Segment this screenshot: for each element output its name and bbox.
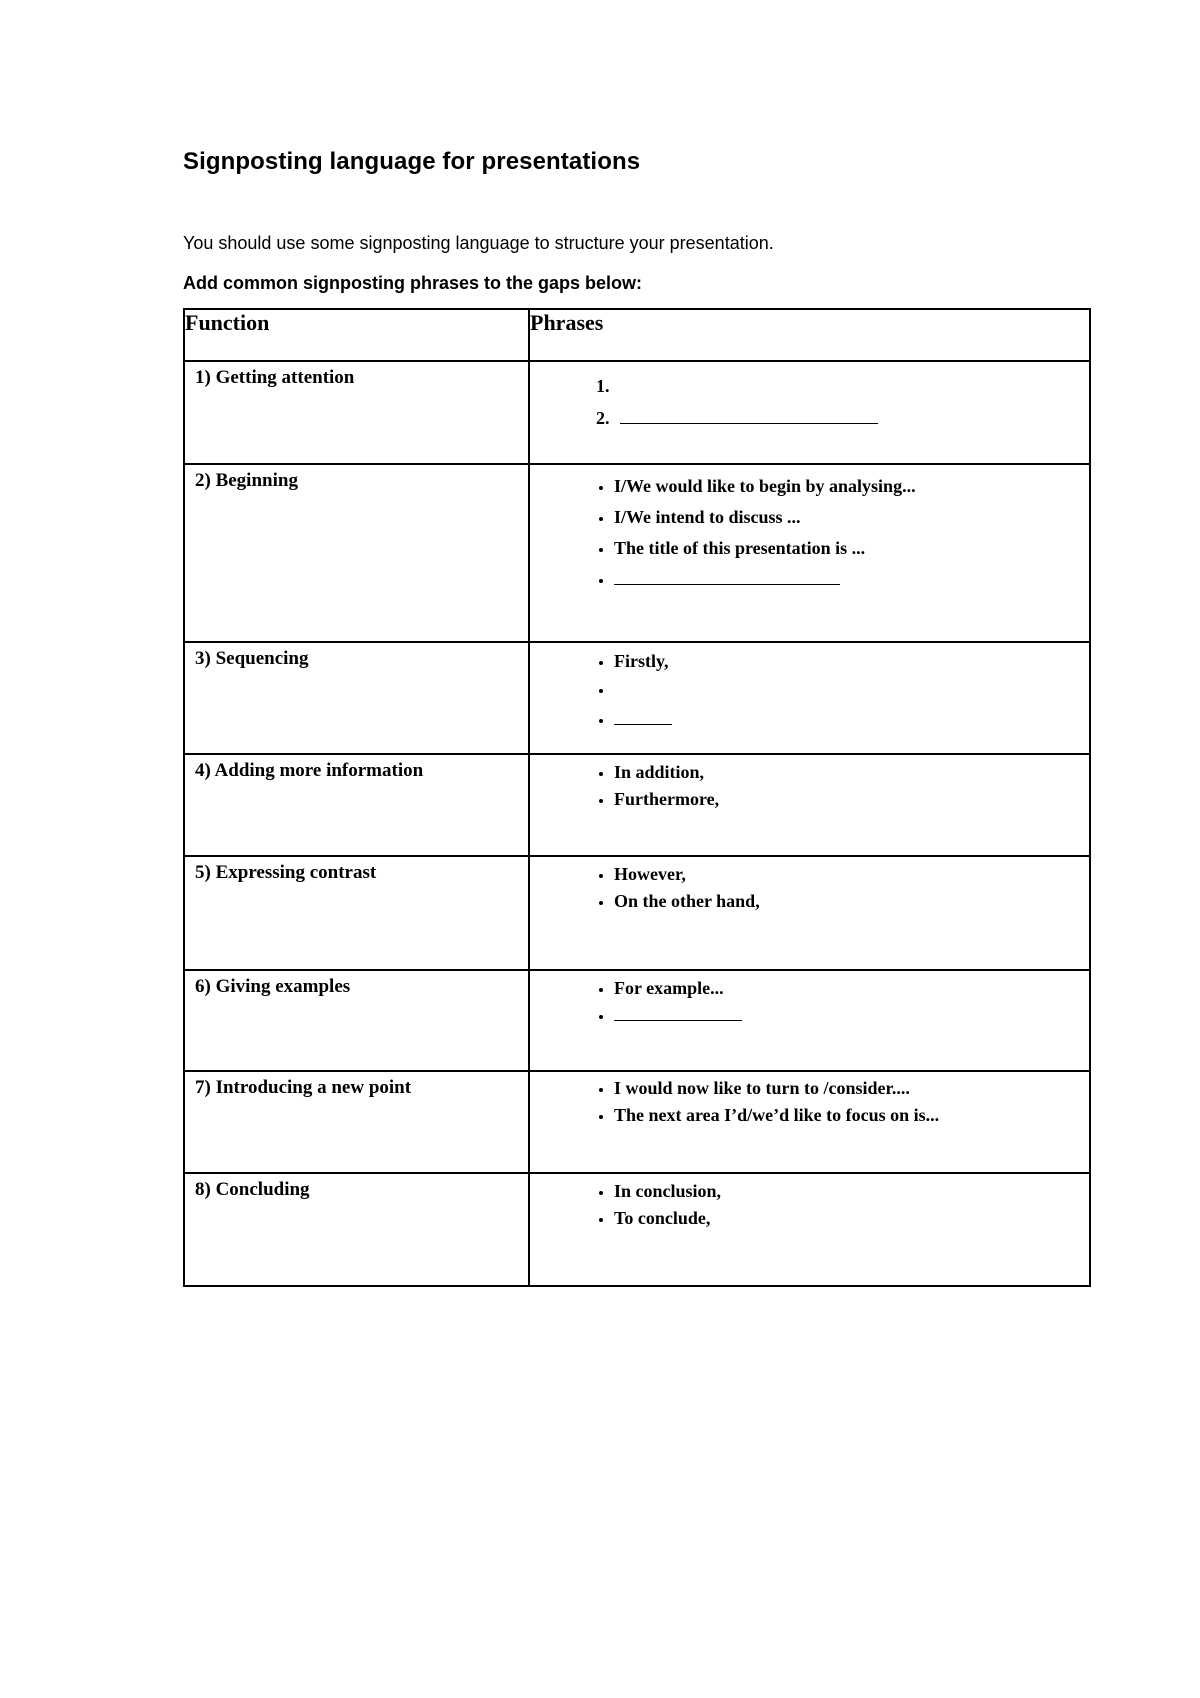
table-header-row [184, 309, 1090, 361]
phrase-item: • In conclusion, [614, 1178, 1089, 1205]
phrases-cell [529, 1173, 1090, 1286]
answer-blank [620, 407, 878, 424]
table-row [184, 642, 1090, 754]
phrase-item: • I would now like to turn to /consider.... [614, 1076, 1089, 1103]
table-row [184, 1071, 1090, 1173]
column-header-phrases: Phrases [529, 309, 1090, 361]
phrase-list [530, 1178, 1089, 1232]
phrase-list [530, 366, 1089, 434]
phrase-item: • To conclude, [614, 1205, 1089, 1232]
table-row [184, 1173, 1090, 1286]
phrase-item: • The next area I’d/we’d like to focus on is... [614, 1103, 1089, 1130]
intro-text: You should use some signposting language to structure your presentation. [183, 233, 774, 253]
phrase-item: • Firstly, [614, 647, 1089, 675]
phrase-item: • I/We intend to discuss ... [614, 502, 1089, 533]
function-cell: 3) Sequencing [184, 642, 529, 754]
phrase-item: • For example... [614, 975, 1089, 1002]
phrase-list [530, 759, 1089, 813]
phrase-list [530, 647, 1089, 735]
table-row [184, 970, 1090, 1071]
function-cell: 2) Beginning [184, 464, 529, 642]
function-cell: 4) Adding more information [184, 754, 529, 856]
table-row [184, 361, 1090, 464]
phrase-item [614, 1002, 1089, 1029]
phrase-item [614, 703, 1089, 735]
function-cell: 7) Introducing a new point [184, 1071, 529, 1173]
answer-blank [614, 1004, 742, 1021]
phrase-item [614, 370, 1089, 402]
table-row [184, 464, 1090, 642]
answer-blank [614, 708, 672, 725]
phrase-item: • Furthermore, [614, 786, 1089, 813]
phrases-cell [529, 361, 1090, 464]
instruction-text: Add common signposting phrases to the gaps below: [183, 273, 643, 293]
phrase-list [530, 1076, 1089, 1130]
phrase-list [530, 469, 1089, 595]
phrase-list [530, 975, 1089, 1029]
phrase-item: • In addition, [614, 759, 1089, 786]
function-cell: 5) Expressing contrast [184, 856, 529, 970]
phrase-list [530, 861, 1089, 915]
answer-blank [614, 568, 840, 585]
phrases-cell [529, 970, 1090, 1071]
function-cell: 1) Getting attention [184, 361, 529, 464]
table-row [184, 754, 1090, 856]
phrases-cell [529, 464, 1090, 642]
phrase-item [614, 675, 1089, 703]
signposting-table [183, 308, 1091, 1287]
phrases-cell [529, 1071, 1090, 1173]
phrase-item: • I/We would like to begin by analysing... [614, 471, 1089, 502]
phrase-item: • The title of this presentation is ... [614, 533, 1089, 564]
phrases-cell [529, 754, 1090, 856]
phrases-cell [529, 642, 1090, 754]
function-cell: 8) Concluding [184, 1173, 529, 1286]
function-cell: 6) Giving examples [184, 970, 529, 1071]
phrase-item [614, 402, 1089, 434]
page-title: Signposting language for presentations [183, 148, 641, 175]
column-header-function: Function [184, 309, 529, 361]
phrase-item: • However, [614, 861, 1089, 888]
phrases-cell [529, 856, 1090, 970]
table-row [184, 856, 1090, 970]
phrase-item: • On the other hand, [614, 888, 1089, 915]
phrase-item [614, 564, 1089, 595]
